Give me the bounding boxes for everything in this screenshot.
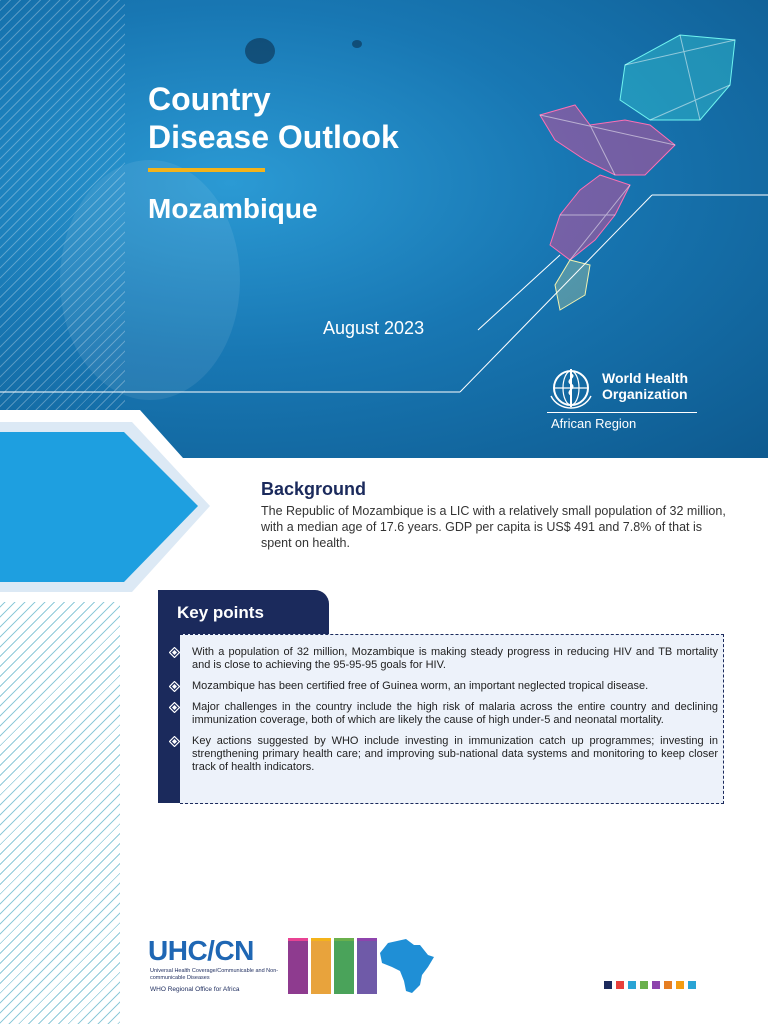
who-divider <box>547 412 697 413</box>
diamond-bullet-icon <box>169 702 180 713</box>
uhc-office: WHO Regional Office for Africa <box>150 986 240 993</box>
uhc-cn-logo: UHC/CN <box>148 935 254 966</box>
key-point-text: With a population of 32 million, Mozambique is making steady progress in reducing HIV and TB mortality and is close to achieving the 95-95-95 goals for HIV. <box>192 646 718 671</box>
who-region: African Region <box>551 416 637 431</box>
color-square <box>676 981 684 989</box>
background-heading: Background <box>261 479 367 499</box>
hero-banner <box>0 0 768 458</box>
photo-strip-icon <box>288 938 380 994</box>
title-line-1: Country <box>148 81 271 117</box>
publication-date: August 2023 <box>323 318 425 338</box>
title-underline <box>148 168 265 172</box>
page-title <box>148 80 399 156</box>
who-name-line-2: Organization <box>602 386 688 402</box>
key-points-list <box>166 646 718 782</box>
color-squares <box>604 981 696 989</box>
color-square <box>628 981 636 989</box>
who-organization-name <box>602 370 688 402</box>
diamond-bullet-icon <box>169 647 180 658</box>
key-point-item <box>166 735 718 774</box>
key-point-item <box>166 646 718 672</box>
key-point-item <box>166 701 718 727</box>
background-text: The Republic of Mozambique is a LIC with a relatively small population of 32 million, with a median age of 17.6 years. GDP per capita is US$ 491 and 7.8% of that is spent on health. <box>261 504 726 550</box>
color-square <box>616 981 624 989</box>
color-square <box>604 981 612 989</box>
who-name-line-1: World Health <box>602 370 689 386</box>
color-square <box>664 981 672 989</box>
diamond-bullet-icon <box>169 681 180 692</box>
color-square <box>688 981 696 989</box>
diamond-bullet-icon <box>169 736 180 747</box>
title-line-2: Disease Outlook <box>148 119 399 155</box>
color-square <box>652 981 660 989</box>
key-points-title: Key points <box>177 603 264 622</box>
key-point-text: Mozambique has been certified free of Guinea worm, an important neglected tropical disease. <box>192 680 649 692</box>
uhc-subtitle: Universal Health Coverage/Communicable and Non-communicable Diseases <box>150 968 279 981</box>
country-name: Mozambique <box>148 193 318 224</box>
who-emblem-icon <box>547 366 595 410</box>
key-point-text: Key actions suggested by WHO include investing in immunization catch up programmes; investing in strengthening primary health care; and improving sub-national data systems and monitoring to keep closer track of health indicators. <box>192 735 718 773</box>
key-point-item <box>166 680 718 693</box>
arrow-chevron-icon <box>0 410 230 610</box>
key-point-text: Major challenges in the country include the high risk of malaria across the entire country and declining immunization coverage, both of which are likely the cause of high under-5 and neonatal mortality. <box>192 701 718 726</box>
africa-map-icon <box>378 937 436 995</box>
color-square <box>640 981 648 989</box>
